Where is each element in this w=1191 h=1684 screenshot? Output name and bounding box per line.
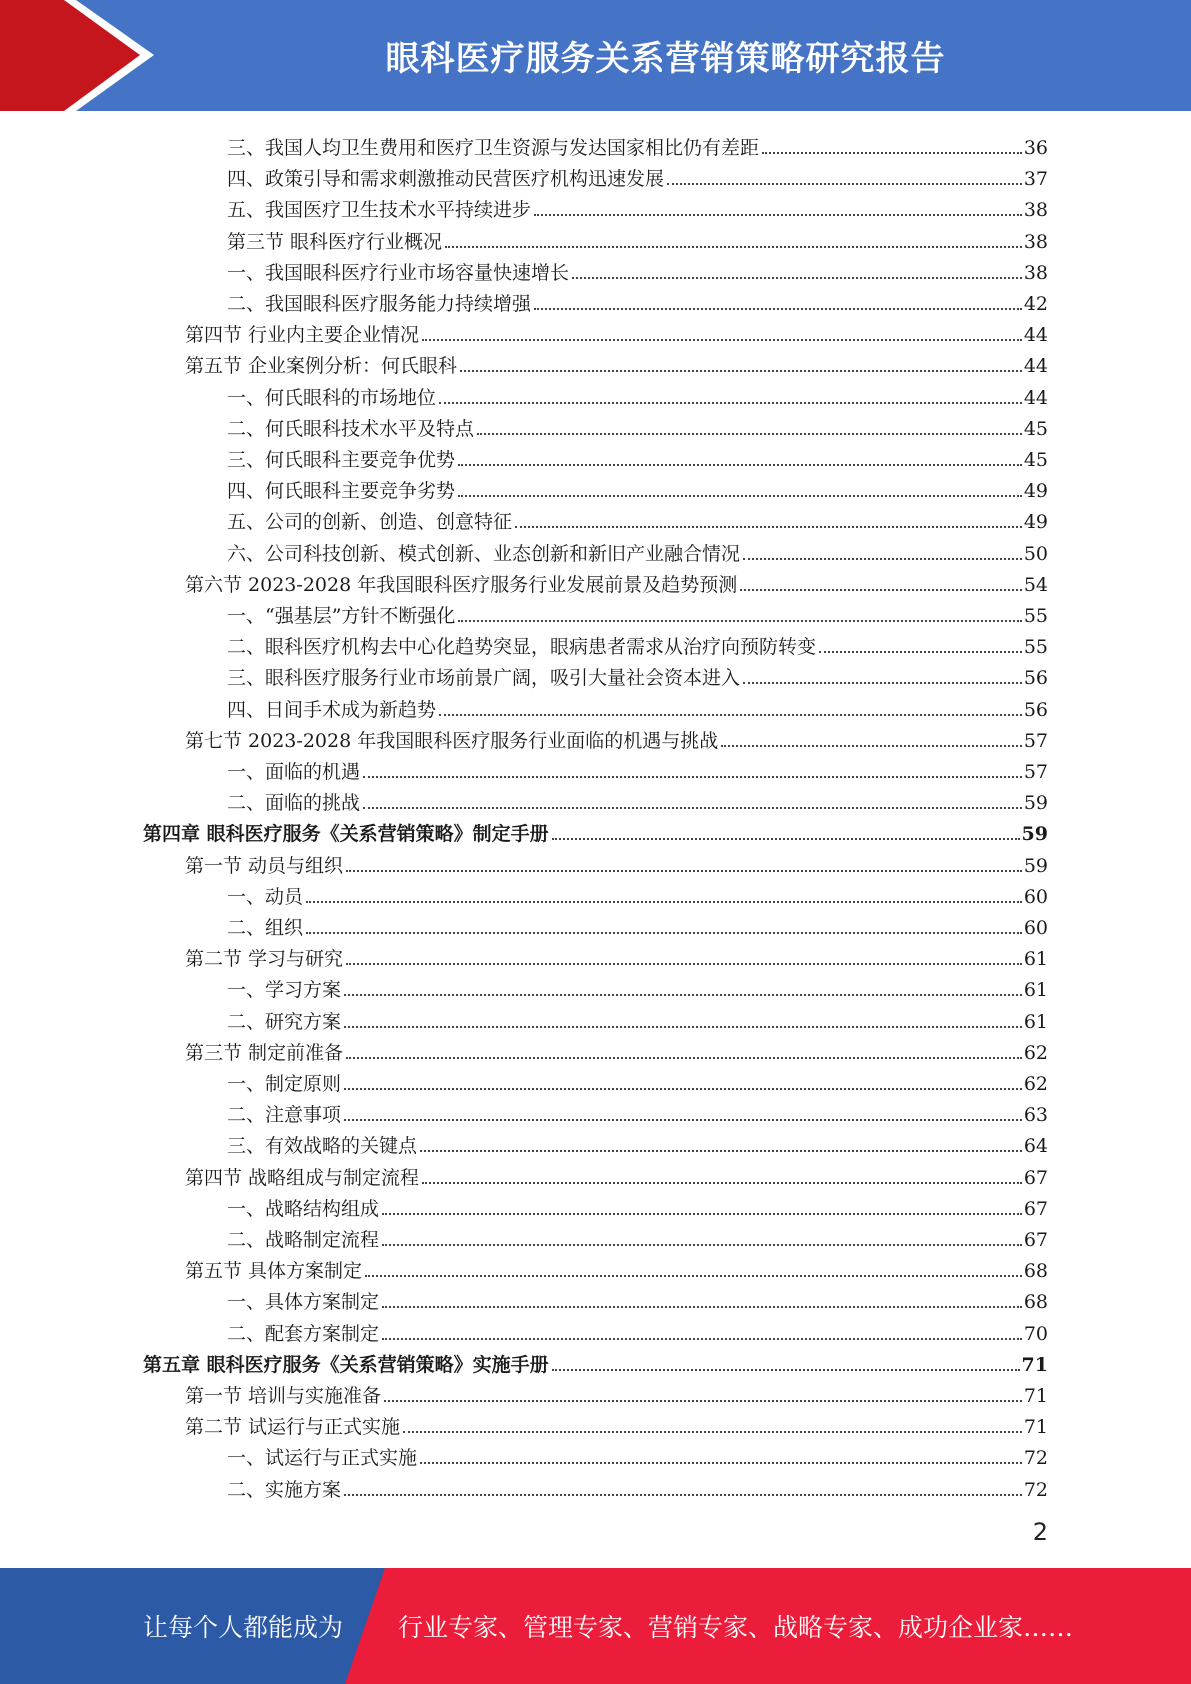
- toc-entry-title: 第四节 行业内主要企业情况: [185, 324, 420, 347]
- toc-entry-title: 三、我国人均卫生费用和医疗卫生资源与发达国家相比仍有差距: [227, 137, 760, 159]
- toc-dot-leader: [740, 589, 1022, 591]
- toc-entry[interactable]: [185, 1158, 1048, 1189]
- toc-entry-title: 二、战略制定流程: [227, 1229, 380, 1251]
- toc-entry-page: 38: [1023, 261, 1048, 284]
- toc-dot-leader: [306, 932, 1022, 934]
- toc-entry-page: 50: [1023, 542, 1048, 565]
- toc-dot-leader: [382, 1244, 1022, 1246]
- toc-entry-title: 二、面临的挑战: [227, 792, 361, 815]
- toc-entry-page: 61: [1023, 948, 1048, 971]
- toc-entry[interactable]: [227, 1126, 1048, 1157]
- toc-entry-title: 五、我国医疗卫生技术水平持续进步: [227, 199, 532, 222]
- toc-dot-leader: [819, 651, 1022, 653]
- toc-entry-page: 59: [1023, 854, 1048, 877]
- toc-entry[interactable]: [185, 1376, 1048, 1407]
- toc-dot-leader: [667, 183, 1022, 185]
- toc-entry[interactable]: [227, 1002, 1048, 1033]
- toc-dot-leader: [344, 994, 1022, 996]
- toc-entry[interactable]: [227, 752, 1048, 783]
- toc-entry-title: 五、公司的创新、创造、创意特征: [227, 511, 513, 534]
- toc-entry-page: 67: [1023, 1197, 1048, 1220]
- toc-entry-page: 38: [1023, 230, 1048, 253]
- toc-entry-page: 59: [1023, 792, 1048, 815]
- toc-dot-leader: [420, 1462, 1022, 1464]
- toc-entry-title: 三、眼科医疗服务行业市场前景广阔，吸引大量社会资本进入: [227, 667, 741, 690]
- toc-dot-leader: [743, 682, 1022, 684]
- toc-entry-title: 二、眼科医疗机构去中心化趋势突显，眼病患者需求从治疗向预防转变: [227, 636, 817, 659]
- toc-entry[interactable]: [227, 1220, 1048, 1251]
- toc-entry-page: 55: [1023, 636, 1048, 659]
- toc-dot-leader: [439, 714, 1022, 716]
- toc-dot-leader: [552, 838, 1020, 840]
- toc-dot-leader: [515, 526, 1022, 528]
- toc-entry[interactable]: [227, 1470, 1048, 1501]
- toc-entry[interactable]: [227, 409, 1048, 440]
- toc-dot-leader: [534, 308, 1022, 310]
- toc-entry[interactable]: [227, 502, 1048, 533]
- toc-entry-title: 一、面临的机遇: [227, 761, 361, 783]
- toc-entry[interactable]: [227, 1189, 1048, 1220]
- toc-entry-title: 第五章 眼科医疗服务《关系营销策略》实施手册: [143, 1353, 549, 1376]
- toc-entry-title: 第一节 动员与组织: [185, 854, 344, 877]
- toc-dot-leader: [344, 1119, 1022, 1121]
- toc-entry-page: 64: [1023, 1135, 1048, 1158]
- toc-entry-page: 49: [1023, 480, 1048, 503]
- toc-entry[interactable]: [143, 1345, 1048, 1376]
- toc-entry[interactable]: [185, 565, 1048, 596]
- toc-dot-leader: [346, 1057, 1022, 1059]
- toc-entry-page: 60: [1023, 885, 1048, 908]
- toc-entry[interactable]: [185, 939, 1048, 970]
- toc-entry-title: 一、具体方案制定: [227, 1291, 380, 1314]
- toc-entry[interactable]: [227, 159, 1048, 190]
- toc-entry-title: 一、学习方案: [227, 979, 342, 1002]
- toc-entry-page: 37: [1023, 168, 1048, 191]
- toc-dot-leader: [344, 1088, 1022, 1090]
- footer-slogan-right: 行业专家、管理专家、营销专家、战略专家、成功企业家……: [398, 1613, 1074, 1642]
- toc-entry[interactable]: [227, 378, 1048, 409]
- toc-entry-title: 四、日间手术成为新趋势: [227, 698, 437, 721]
- toc-entry[interactable]: [227, 440, 1048, 471]
- toc-entry[interactable]: [227, 970, 1048, 1001]
- toc-entry-title: 六、公司科技创新、模式创新、业态创新和新旧产业融合情况: [227, 542, 741, 565]
- toc-entry-title: 四、何氏眼科主要竞争劣势: [227, 480, 456, 503]
- toc-dot-leader: [382, 1213, 1022, 1215]
- toc-dot-leader: [420, 1150, 1022, 1152]
- toc-entry[interactable]: [227, 128, 1048, 159]
- page-number: 2: [1032, 1518, 1048, 1546]
- toc-entry-title: 第六节 2023-2028 年我国眼科医疗服务行业发展前景及趋势预测: [185, 573, 738, 596]
- toc-entry-title: 二、组织: [227, 917, 304, 939]
- toc-dot-leader: [445, 246, 1022, 248]
- report-title: 眼科医疗服务关系营销策略研究报告: [385, 39, 946, 79]
- toc-entry-title: 第四章 眼科医疗服务《关系营销策略》制定手册: [143, 823, 549, 846]
- toc-entry-page: 59: [1021, 823, 1048, 846]
- toc-entry-title: 一、我国眼科医疗行业市场容量快速增长: [227, 261, 570, 284]
- toc-entry-page: 49: [1023, 511, 1048, 534]
- toc-entry[interactable]: [227, 658, 1048, 689]
- toc-entry-title: 一、“强基层”方针不断强化: [227, 605, 456, 627]
- toc-entry[interactable]: [227, 596, 1048, 627]
- toc-dot-leader: [403, 1431, 1022, 1433]
- toc-entry-page: 71: [1021, 1353, 1048, 1376]
- page-header: [0, 0, 1191, 111]
- toc-entry[interactable]: [185, 315, 1048, 346]
- toc-dot-leader: [422, 339, 1022, 341]
- toc-entry-page: 68: [1023, 1291, 1048, 1314]
- toc-entry-page: 44: [1023, 386, 1048, 409]
- toc-dot-leader: [365, 1275, 1022, 1277]
- toc-entry-title: 二、配套方案制定: [227, 1322, 380, 1345]
- toc-entry[interactable]: [227, 690, 1048, 721]
- toc-entry[interactable]: [227, 877, 1048, 908]
- toc-entry-page: 57: [1023, 729, 1048, 752]
- toc-entry[interactable]: [185, 1033, 1048, 1064]
- toc-entry-page: 44: [1023, 324, 1048, 347]
- toc-entry-title: 第三节 眼科医疗行业概况: [227, 230, 443, 253]
- toc-entry[interactable]: [227, 1095, 1048, 1126]
- toc-entry[interactable]: [227, 534, 1048, 565]
- toc-entry-title: 第七节 2023-2028 年我国眼科医疗服务行业面临的机遇与挑战: [185, 729, 719, 752]
- toc-entry-title: 第五节 企业案例分析：何氏眼科: [185, 355, 458, 378]
- toc-dot-leader: [346, 963, 1022, 965]
- footer-slogan-left: 让每个人都能成为: [143, 1613, 344, 1642]
- page-footer: [0, 1568, 1191, 1684]
- toc-entry[interactable]: [227, 1282, 1048, 1313]
- toc-entry[interactable]: [227, 908, 1048, 939]
- toc-dot-leader: [439, 402, 1022, 404]
- toc-entry[interactable]: [185, 846, 1048, 877]
- toc-dot-leader: [363, 807, 1022, 809]
- toc-dot-leader: [382, 1338, 1022, 1340]
- toc-entry-title: 第二节 试运行与正式实施: [185, 1416, 401, 1439]
- toc-entry-page: 61: [1023, 979, 1048, 1002]
- toc-entry[interactable]: [227, 284, 1048, 315]
- toc-entry-title: 一、何氏眼科的市场地位: [227, 386, 437, 409]
- toc-dot-leader: [344, 1026, 1022, 1028]
- toc-entry-title: 二、实施方案: [227, 1478, 342, 1501]
- toc-entry-title: 二、何氏眼科技术水平及特点: [227, 417, 475, 440]
- toc-entry[interactable]: [185, 721, 1048, 752]
- toc-dot-leader: [572, 277, 1022, 279]
- toc-entry-page: 63: [1023, 1104, 1048, 1127]
- toc-dot-leader: [458, 620, 1021, 622]
- toc-entry-title: 第四节 战略组成与制定流程: [185, 1166, 420, 1189]
- toc-dot-leader: [306, 901, 1022, 903]
- toc-entry-page: 60: [1023, 917, 1048, 939]
- toc-entry-title: 一、动员: [227, 885, 304, 908]
- toc-dot-leader: [363, 776, 1022, 778]
- toc-entry-title: 一、战略结构组成: [227, 1197, 380, 1220]
- toc-dot-leader: [721, 745, 1022, 747]
- toc-entry-title: 第一节 培训与实施准备: [185, 1385, 382, 1407]
- toc-entry-page: 72: [1023, 1478, 1048, 1501]
- toc-entry-page: 70: [1023, 1322, 1048, 1345]
- toc-entry-title: 第五节 具体方案制定: [185, 1260, 363, 1283]
- toc-entry[interactable]: [185, 1407, 1048, 1438]
- header-red-tab: [0, 0, 150, 111]
- toc-dot-leader: [384, 1400, 1022, 1402]
- toc-dot-leader: [422, 1182, 1022, 1184]
- toc-entry[interactable]: [227, 1064, 1048, 1095]
- toc-entry-page: 42: [1023, 293, 1048, 315]
- toc-entry-title: 三、何氏眼科主要竞争优势: [227, 449, 456, 471]
- toc-dot-leader: [762, 152, 1022, 154]
- toc-entry[interactable]: [227, 190, 1048, 221]
- toc-entry-title: 二、研究方案: [227, 1010, 342, 1033]
- toc-dot-leader: [743, 558, 1022, 560]
- toc-entry-page: 45: [1023, 417, 1048, 440]
- toc-entry-page: 45: [1023, 449, 1048, 471]
- toc-entry-page: 62: [1023, 1073, 1048, 1095]
- toc-entry-page: 61: [1023, 1010, 1048, 1033]
- toc-entry[interactable]: [227, 471, 1048, 502]
- toc-entry-page: 72: [1023, 1447, 1048, 1470]
- toc-entry-title: 一、制定原则: [227, 1073, 342, 1095]
- toc-dot-leader: [458, 464, 1022, 466]
- toc-dot-leader: [346, 870, 1022, 872]
- toc-entry-page: 44: [1023, 355, 1048, 378]
- toc-entry-page: 38: [1023, 199, 1048, 222]
- toc-entry[interactable]: [227, 783, 1048, 814]
- toc-entry-title: 二、我国眼科医疗服务能力持续增强: [227, 293, 532, 315]
- toc-entry-title: 三、有效战略的关键点: [227, 1135, 418, 1158]
- toc-entry[interactable]: [143, 814, 1048, 845]
- toc-entry[interactable]: [185, 1251, 1048, 1282]
- toc-entry-title: 第二节 学习与研究: [185, 948, 344, 971]
- toc-entry-title: 一、试运行与正式实施: [227, 1447, 418, 1470]
- toc-entry-page: 62: [1023, 1041, 1048, 1064]
- toc-entry-page: 36: [1023, 137, 1048, 159]
- toc-entry-page: 71: [1023, 1416, 1048, 1439]
- toc-entry[interactable]: [227, 1438, 1048, 1469]
- toc-dot-leader: [534, 214, 1022, 216]
- toc-dot-leader: [458, 495, 1022, 497]
- toc-dot-leader: [344, 1494, 1022, 1496]
- toc-entry-title: 二、注意事项: [227, 1104, 342, 1127]
- toc-entry[interactable]: [227, 222, 1048, 253]
- toc-entry-title: 四、政策引导和需求刺激推动民营医疗机构迅速发展: [227, 168, 665, 191]
- toc-entry[interactable]: [227, 253, 1048, 284]
- toc-entry-page: 57: [1023, 761, 1048, 783]
- toc-dot-leader: [552, 1369, 1020, 1371]
- toc-entry[interactable]: [185, 346, 1048, 377]
- toc-entry-page: 68: [1023, 1260, 1048, 1283]
- toc-entry-page: 71: [1023, 1385, 1048, 1407]
- toc-entry-page: 56: [1023, 667, 1048, 690]
- toc-entry-title: 第三节 制定前准备: [185, 1041, 344, 1064]
- toc-entry-page: 56: [1023, 698, 1048, 721]
- toc-entry-page: 54: [1023, 573, 1048, 596]
- toc-dot-leader: [477, 433, 1022, 435]
- toc-entry-page: 55: [1023, 605, 1048, 627]
- toc-dot-leader: [382, 1306, 1022, 1308]
- toc-dot-leader: [460, 370, 1022, 372]
- toc-entry[interactable]: [227, 627, 1048, 658]
- toc-entry-page: 67: [1023, 1166, 1048, 1189]
- toc-entry[interactable]: [227, 1314, 1048, 1345]
- toc-entry-page: 67: [1023, 1229, 1048, 1251]
